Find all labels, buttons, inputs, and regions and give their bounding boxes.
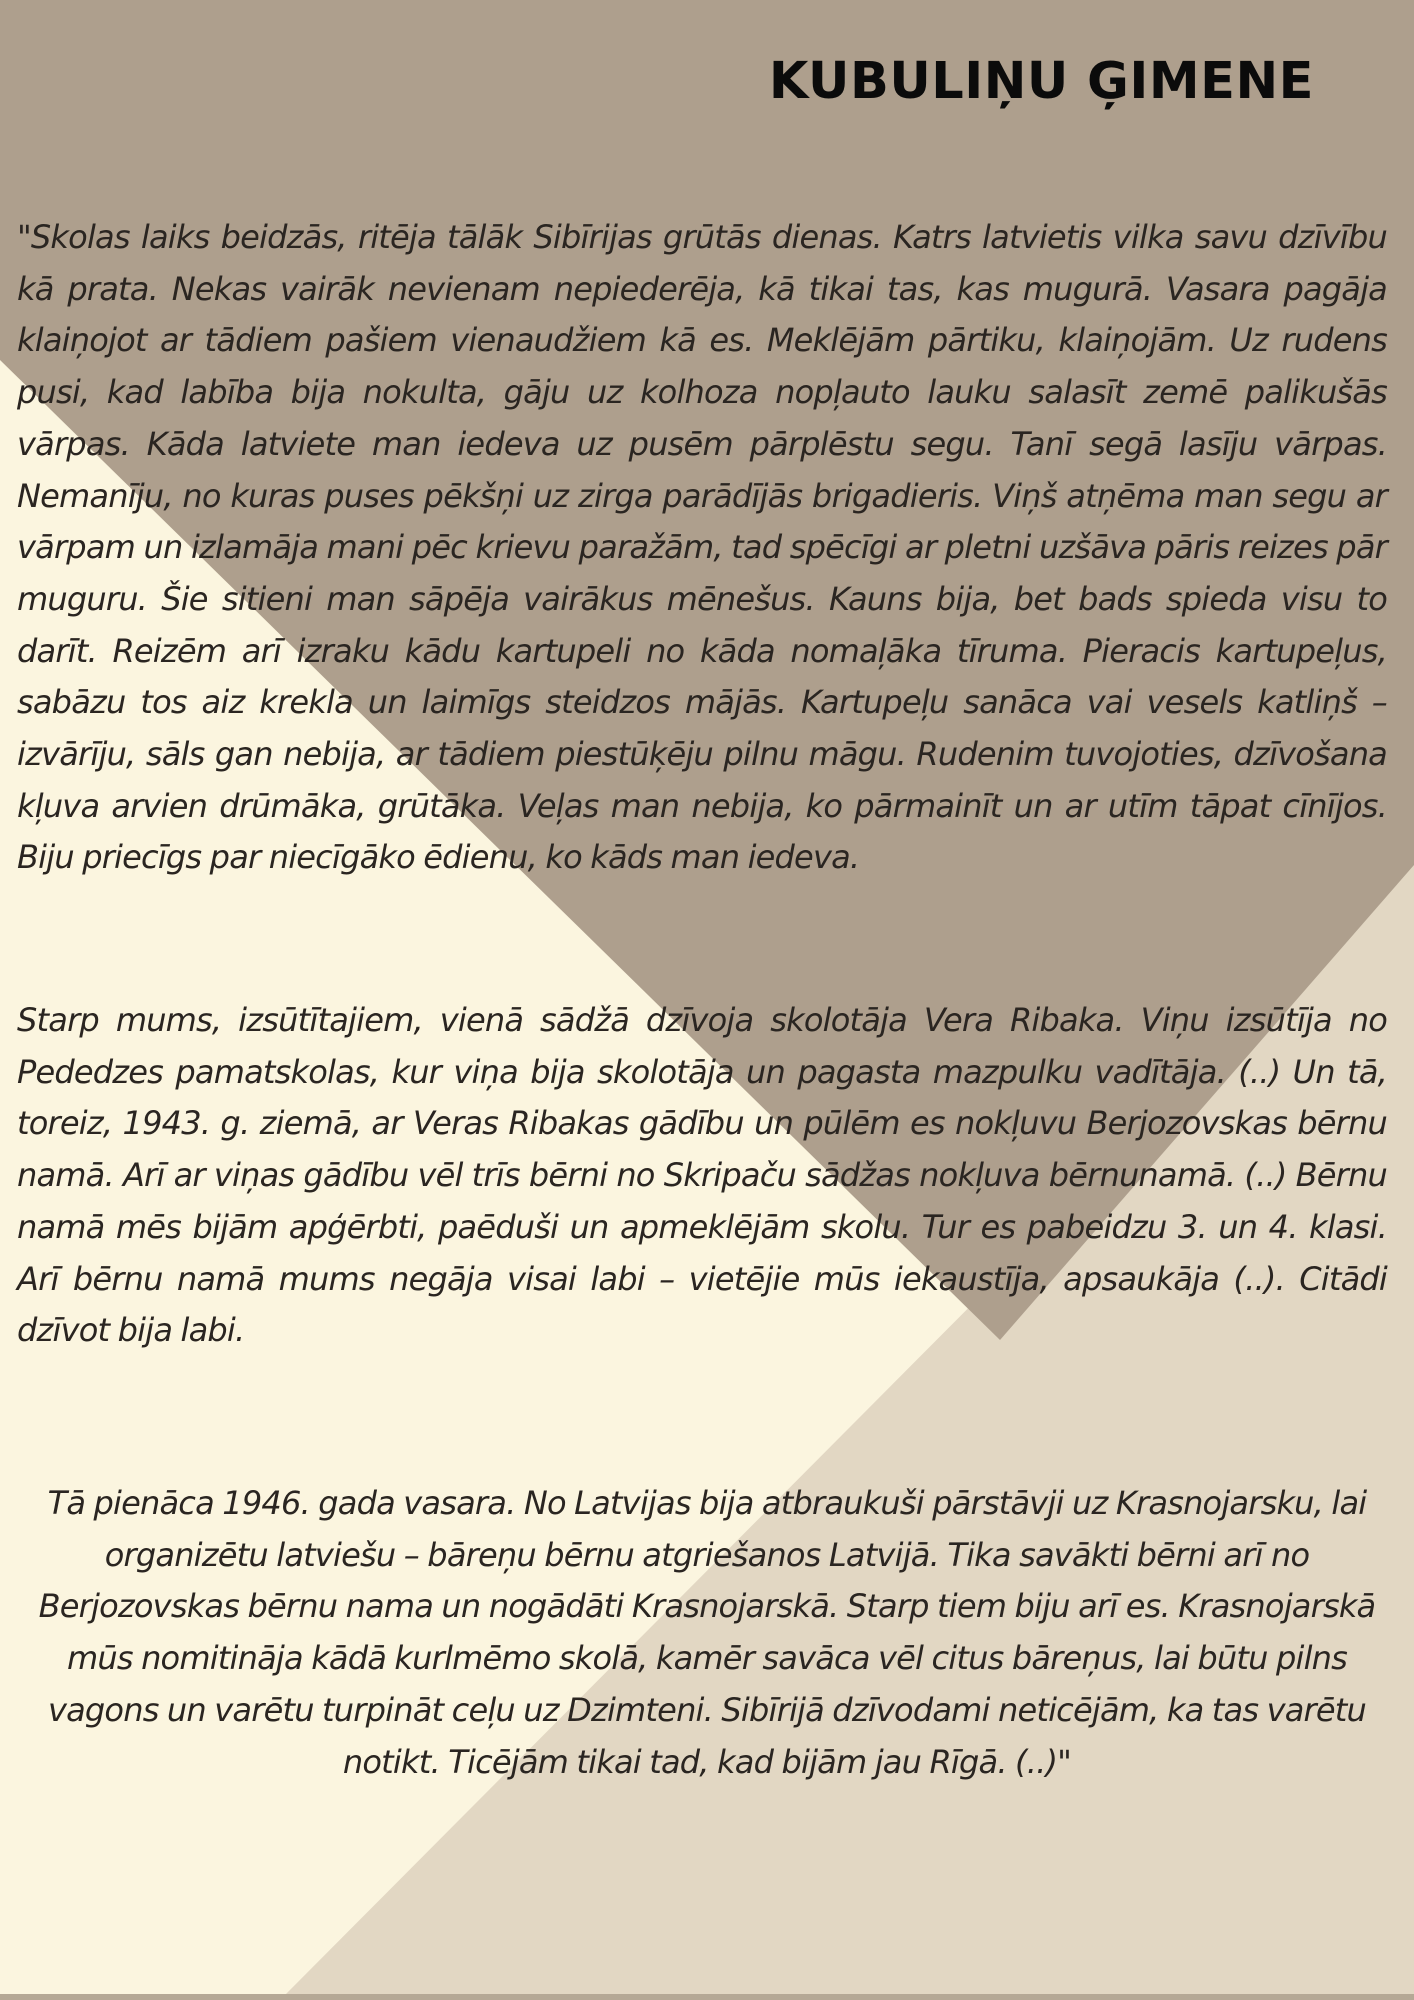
paragraph-1: "Skolas laiks beidzās, ritēja tālāk Sibīrijas grūtās dienas. Katrs latvietis vilka savu dzīvību kā prata. Nekas vairāk nevienam nepiederēja, kā tikai tas, kas mugurā. Vasara pagāja klaiņojot ar tādiem pašiem vienaudžiem kā es. Meklējām pārtiku, klaiņojām. Uz rudens pusi, kad labība bija nokulta, gāju uz kolhoza nopļauto lauku salasīt zemē palikušās vārpas. Kāda latviete man iedeva uz pusēm pārplēstu segu. Tanī segā lasīju vārpas. Nemanīju, no kuras puses pēkšņi uz zirga parādījās brigadieris. Viņš atņēma man segu ar vārpam un izlamāja mani pēc krievu paražām, tad spēcīgi ar pletni uzšāva pāris reizes pār muguru. Šie sitieni man sāpēja vairākus mēnešus. Kauns bija, bet bads spieda visu to darīt. Reizēm arī izraku kādu kartupeli no kāda nomaļāka tīruma. Pieracis kartupeļus, sabāzu tos aiz krekla un laimīgs steidzos mājās. Kartupeļu sanāca vai vesels katliņš – izvārīju, sāls gan nebija, ar tādiem piestūķēju pilnu māgu. Rudenim tuvojoties, dzīvošana kļuva arvien drūmāka, grūtāka. Veļas man nebija, ko pārmainīt un ar utīm tāpat cīnījos. Biju priecīgs par niecīgāko ēdienu, ko kāds man iedeva.: [17, 218, 1387, 877]
page-title: KUBULIŅU ĢIMENE: [768, 52, 1314, 111]
paragraph-2: Starp mums, izsūtītajiem, vienā sādžā dzīvoja skolotāja Vera Ribaka. Viņu izsūtīja no Pededzes pamatskolas, kur viņa bija skolotāja un pagasta mazpulku vadītāja. (..) Un tā, toreiz, 1943. g. ziemā, ar Veras Ribakas gādību un pūlēm es nokļuvu Berjozovskas bērnu namā. Arī ar viņas gādību vēl trīs bērni no Skripaču sādžas nokļuva bērnunamā. (..) Bērnu namā mēs bijām apģērbti, paēduši un apmeklējām skolu. Tur es pabeidzu 3. un 4. klasi. Arī bērnu namā mums negāja visai labi – vietējie mūs iekaustīja, apsaukāja (..). Citādi dzīvot bija labi.: [17, 1001, 1387, 1350]
bottom-edge-line: [0, 1994, 1414, 2000]
paragraph-3: Tā pienāca 1946. gada vasara. No Latvijas bija atbraukuši pārstāvji uz Krasnojarsku, lai organizētu latviešu – bāreņu bērnu atgriešanos Latvijā. Tika savākti bērni arī no Berjozovskas bērnu nama un nogādāti Krasnojarskā. Starp tiem biju arī es. Krasnojarskā mūs nomitināja kādā kurlmēmo skolā, kamēr savāca vēl citus bāreņus, lai būtu pilns vagons un varētu turpināt ceļu uz Dzimteni. Sibīrijā dzīvodami neticējām, ka tas varētu notikt. Ticējām tikai tad, kad bijām jau Rīgā. (..)": [38, 1484, 1376, 1781]
